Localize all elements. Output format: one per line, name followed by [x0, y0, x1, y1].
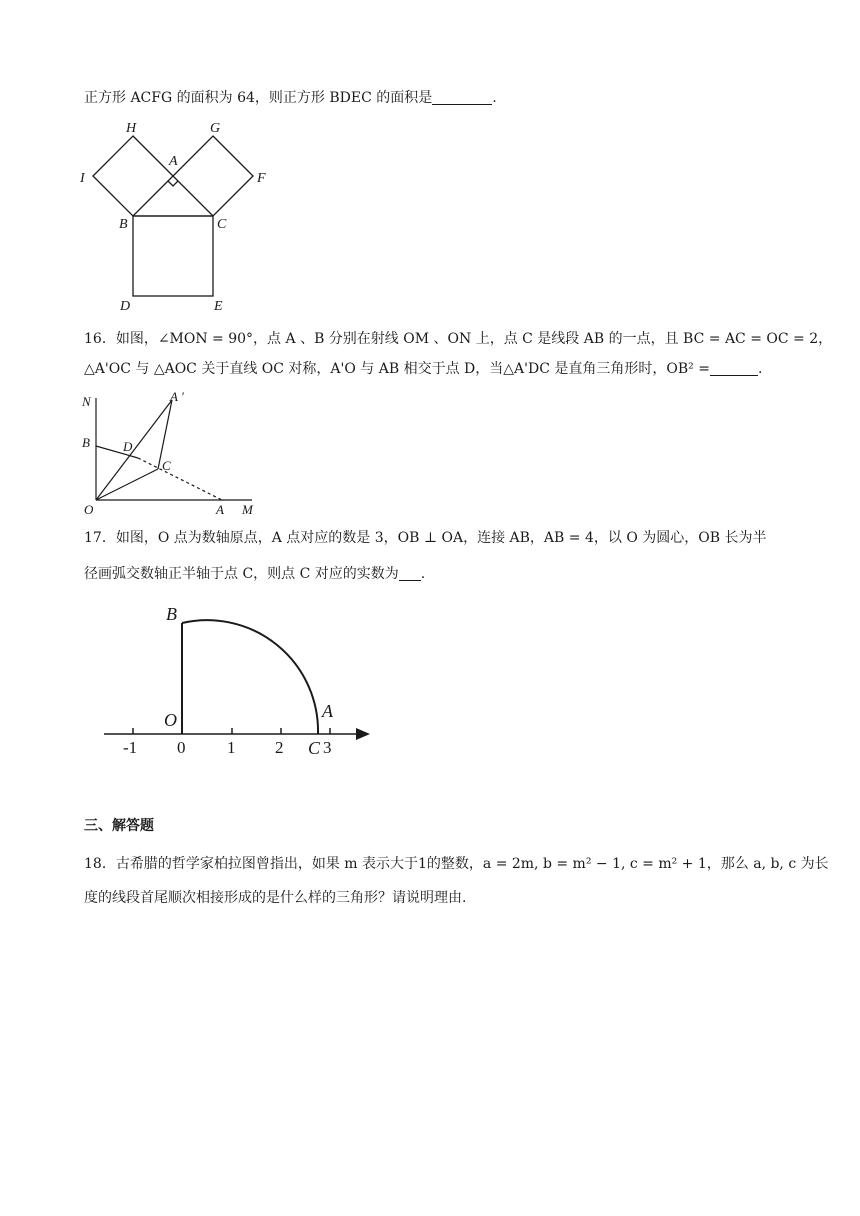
q16-line-2: [84, 359, 762, 379]
label-G: G: [210, 121, 221, 136]
axis-arrow: [356, 728, 370, 740]
tick-label-2: 2: [275, 738, 284, 757]
label-N: N: [82, 394, 91, 409]
arc-BC: [182, 620, 318, 734]
right-angle-mark: [168, 181, 178, 186]
square-ABIH: [93, 136, 173, 216]
q16-answer-blank: [710, 361, 758, 376]
q17-line-2-text: 径画弧交数轴正半轴于点 C，则点 C 对应的实数为: [84, 566, 399, 582]
q17-line-2: [84, 564, 425, 584]
square-ACFG: [173, 136, 253, 216]
q15-text: [84, 88, 497, 108]
label-H: H: [126, 121, 137, 136]
q18-line-2: 度的线段首尾顺次相接形成的是什么样的三角形？请说明理由.: [84, 890, 467, 906]
label-A-prime: A ′: [170, 389, 184, 404]
label-D: D: [123, 439, 133, 454]
label-B: B: [166, 604, 177, 624]
q16-line-2-end: .: [757, 361, 763, 377]
label-I: I: [80, 171, 85, 186]
q15-tail-text: 正方形 ACFG 的面积为 64，则正方形 BDEC 的面积是: [84, 90, 433, 106]
q17-line-1: 17．如图，O 点为数轴原点，A 点对应的数是 3，OB ⊥ OA，连接 AB，AB = 4，以 O 为圆心，OB 长为半: [84, 530, 767, 546]
label-B: B: [119, 217, 128, 232]
q17-line-2-end: .: [420, 566, 426, 582]
q15-tail-end: .: [492, 90, 497, 106]
segment-OA-prime: [96, 400, 172, 500]
label-O: O: [164, 710, 177, 730]
label-C: C: [162, 458, 171, 473]
label-C: C: [217, 217, 227, 232]
q16-line-1: 16．如图，∠MON = 90°，点 A 、B 分别在射线 OM 、ON 上，点 C 是线段 AB 的一点，且 BC = AC = OC = 2，: [84, 331, 833, 347]
label-A: A: [322, 701, 333, 721]
square-BDEC: [133, 216, 213, 296]
segment-DA-dashed: [138, 458, 222, 500]
label-C: C: [308, 738, 321, 758]
label-M: M: [242, 502, 253, 517]
label-O: O: [84, 502, 94, 517]
q16-figure: [76, 384, 276, 520]
label-B: B: [82, 435, 90, 450]
tick-label-1: 1: [227, 738, 236, 757]
q16-line-2-text: △A'OC 与 △AOC 关于直线 OC 对称，A'O 与 AB 相交于点 D，当△A'DC 是直角三角形时，OB² =: [84, 361, 710, 377]
q15-figure: [76, 112, 286, 314]
q17-answer-blank: [399, 566, 421, 581]
label-F: F: [257, 171, 266, 186]
q17-figure: [96, 598, 386, 768]
label-A: A: [216, 502, 224, 517]
section-title: 三、解答题: [84, 818, 154, 834]
label-A: A: [169, 154, 178, 169]
tick-label-0: 0: [177, 738, 186, 757]
q15-answer-blank: [432, 90, 492, 105]
tick-label-minus-1: -1: [123, 738, 138, 757]
label-E: E: [214, 299, 223, 314]
tick-label-3: 3: [323, 738, 332, 757]
label-D: D: [120, 299, 131, 314]
segment-OC: [96, 469, 158, 500]
q18-line-1: 18．古希腊的哲学家柏拉图曾指出，如果 m 表示大于1的整数，a = 2m, b = m² − 1, c = m² + 1，那么 a, b, c 为长: [84, 856, 829, 872]
